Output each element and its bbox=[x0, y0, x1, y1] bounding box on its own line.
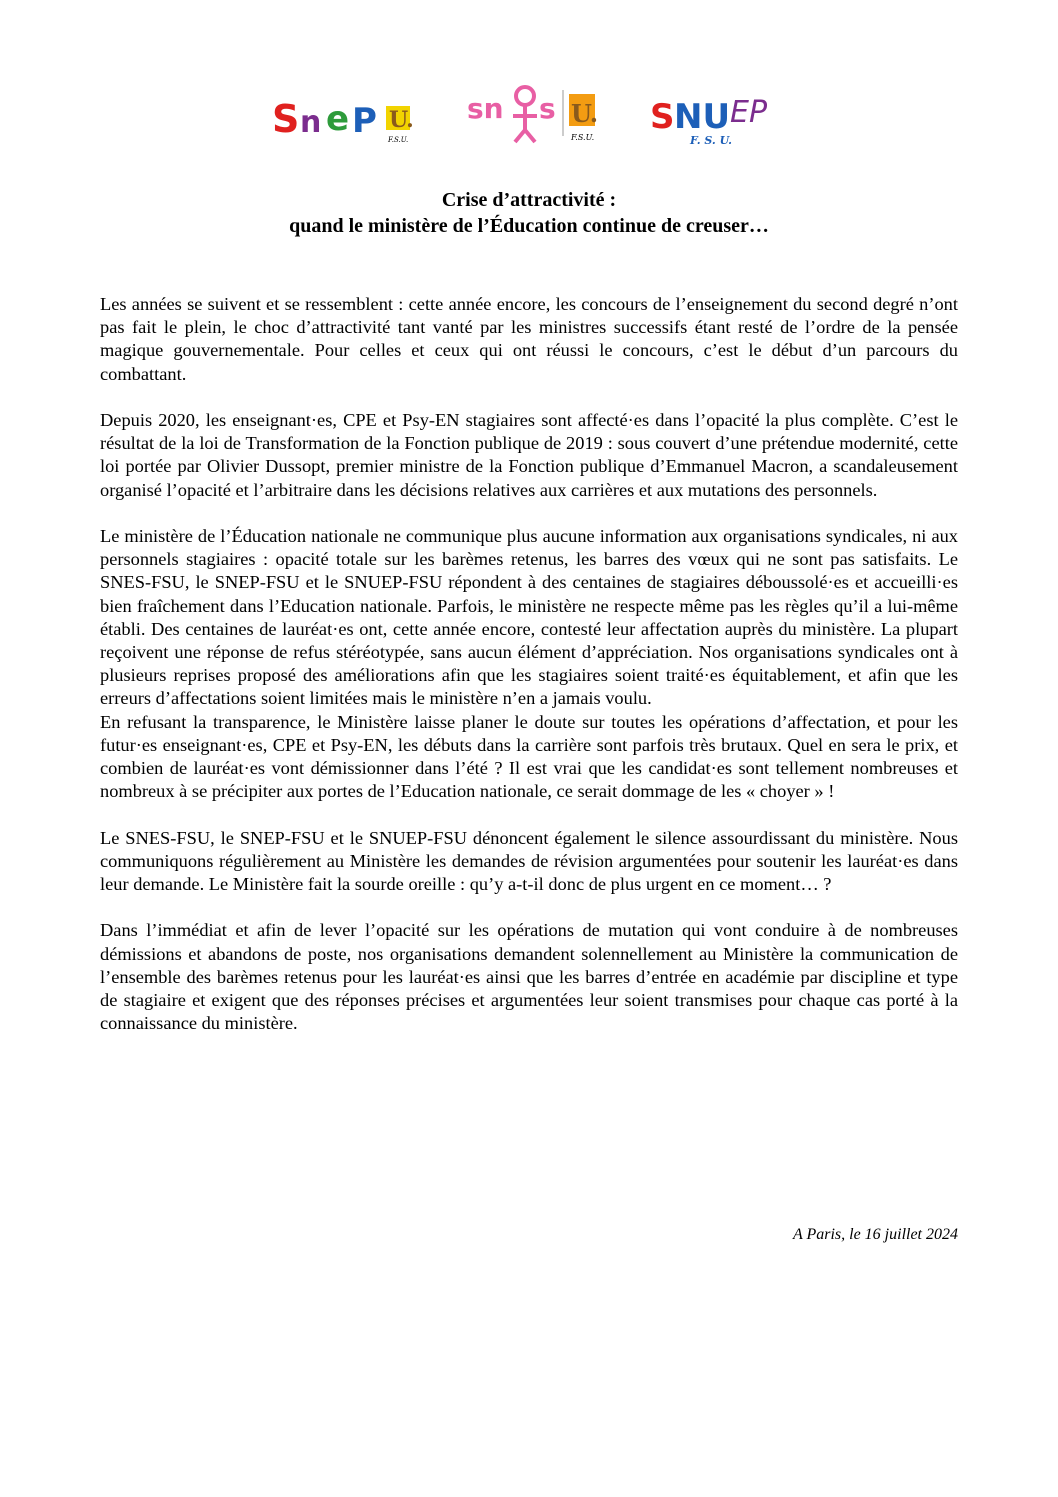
paragraph-3-text-c: et le bbox=[299, 572, 345, 593]
org-name-snuep: SNUEP-FSU bbox=[368, 827, 468, 848]
snep-logo-letter-e: e bbox=[326, 99, 350, 139]
snuep-logo-fsu: F. S. U. bbox=[690, 134, 732, 147]
snes-fsu-logo bbox=[465, 84, 615, 150]
snes-logo-text: sn bbox=[467, 92, 504, 125]
snep-fsu-logo bbox=[270, 84, 420, 150]
paragraph-4: En refusant la transparence, le Ministère laisse planer le doute sur toutes les opérations d’affectation, et pour les futur·es enseignant·es, CPE et Psy-EN, les débuts dans la carrière sont parfois très brutaux. Quel en sera le prix, et combien de lauréat·es vont démissionner dans l’été ? Il est vrai que les candidat·es sont tellement nombreuses et nombreux à se précipiter aux portes de l’Education nationale, ce serait dommage de les « choyer » ! bbox=[100, 711, 958, 802]
paragraph-2: Depuis 2020, les enseignant·es, CPE et Psy-EN stagiaires sont affecté·es dans l’opacité la plus complète. C’est le résultat de la loi de Transformation de la Fonction publique de 2019 : sous couvert d’une prétendue modernité, cette loi portée par Olivier Dussopt, premier ministre de la Fonction publique d’Emmanuel Macron, a scandaleusement organisé l’opacité et l’arbitraire dans les décisions relatives aux carrières et aux mutations des personnels. bbox=[100, 410, 958, 500]
paragraph-3-text-a: Le ministère de l’Éducation nationale ne communique plus aucune information aux organisations syndicales, ni aux personnels stagiaires : opacité totale sur les barèmes retenus, les barres des vœux qui ne sont pas satisfaits. Le bbox=[100, 526, 958, 570]
snuep-logo-letters-ep: EP bbox=[730, 95, 768, 130]
snep-logo-letter-n: n bbox=[300, 105, 322, 140]
org-name-snes: SNES-FSU bbox=[100, 572, 185, 593]
snes-logo-head bbox=[516, 87, 534, 105]
org-name-snuep: SNUEP-FSU bbox=[344, 572, 443, 593]
snes-logo-leg-left bbox=[515, 130, 525, 142]
paragraph-5-text-d: dénoncent également le silence assourdissant du ministère. Nous communiquons régulièrement au Ministère les demandes de révision argumentées pour soutenir les lauréat·es dans leur demande. Le Ministère fait la sourde oreille : qu’y a-t-il donc de plus urgent en ce moment… ? bbox=[100, 827, 958, 895]
paragraph-6: Dans l’immédiat et afin de lever l’opacité sur les opérations de mutation qui vont conduire à de nombreuses démissions et abandons de poste, nos organisations demandent solennellement au Ministère la communication de l’ensemble des barèmes retenus pour les lauréat·es ainsi que les barres d’entrée en académie par discipline et type de stagiaire et exigent que des réponses précises et argumentées leur soient transmises pour chaque cas porté à la connaissance du ministère. bbox=[100, 920, 958, 1034]
title-line-2: quand le ministère de l’Éducation continue de creuser… bbox=[289, 215, 769, 237]
paragraph-5-text-c: et le bbox=[324, 827, 369, 848]
org-name-snep: SNEP-FSU bbox=[239, 827, 325, 848]
snuep-logo-letters-nu: NU bbox=[674, 97, 731, 137]
paragraph-3-text-d: répondent à des centaines de stagiaires déboussolé·es et accueilli·es bien fraîchement dans l’Education nationale. Parfois, le ministère ne respecte même pas les règles qu’il a lui-même établi. Des centaines de lauréat·es ont, cette année encore, contesté leur affectation auprès du ministère. La plupart reçoivent une réponse de refus stéréotypée, sans aucun élément d’appréciation. Nos organisations syndicales ont à plusieurs reprises proposé des améliorations afin que les stagiaires soient traité·es équitablement, et afin que les erreurs d’affectations soient limitées mais le ministère n’en a jamais voulu. bbox=[100, 572, 958, 709]
paragraph-5 bbox=[100, 827, 958, 897]
paragraph-5-text-b: , le bbox=[210, 827, 240, 848]
snuep-logo-letter-s: S bbox=[650, 97, 675, 137]
paragraph-3-text-b: , le bbox=[184, 572, 215, 593]
union-logos bbox=[270, 84, 790, 150]
snep-logo-letter-p: P bbox=[352, 101, 377, 141]
paragraph-3 bbox=[100, 525, 958, 711]
document-title bbox=[100, 187, 958, 239]
paragraph-1: Les années se suivent et se ressemblent : cette année encore, les concours de l’enseignement du second degré n’ont pas fait le plein, le choc d’attractivité tant vanté par les ministres successifs étant resté de l’ordre de la pensée magique gouvernementale. Pour celles et ceux qui ont réussi le concours, c’est le début d’un parcours du combattant. bbox=[100, 294, 958, 384]
snes-logo-badge-u: U. bbox=[571, 99, 599, 128]
snep-logo-fsu: F.S.U. bbox=[388, 136, 409, 144]
paragraph-5-text-a: Le bbox=[100, 827, 126, 848]
snes-logo-leg-right bbox=[525, 130, 535, 142]
snuep-fsu-logo bbox=[650, 84, 790, 150]
signature-date: A Paris, le 16 juillet 2024 bbox=[792, 1226, 958, 1243]
snep-logo-badge-u: U. bbox=[389, 107, 414, 133]
snep-logo-letter-s: S bbox=[272, 97, 300, 141]
title-line-1: Crise d’attractivité : bbox=[441, 189, 617, 211]
org-name-snep: SNEP-FSU bbox=[214, 572, 300, 593]
org-name-snes: SNES-FSU bbox=[125, 827, 211, 848]
snes-logo-fsu: F.S.U. bbox=[571, 133, 595, 142]
document-body bbox=[100, 293, 958, 1035]
snes-logo-text-s: s bbox=[539, 92, 556, 125]
